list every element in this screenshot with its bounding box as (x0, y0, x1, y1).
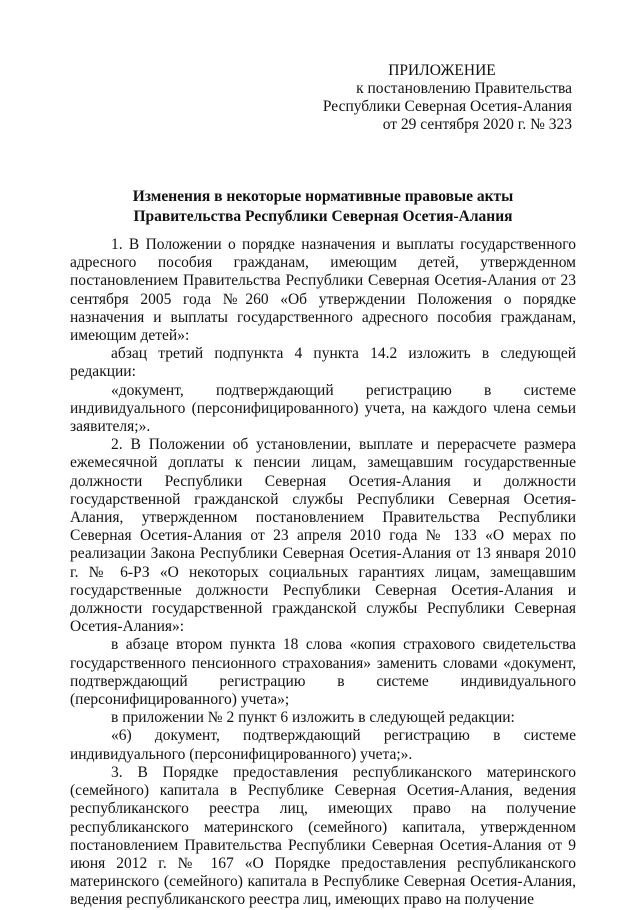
document-body (70, 236, 576, 910)
paragraph-item-2-quote: «6) документ, подтверждающий регистрацию в системе индивидуального (персонифицированного) учета;». (70, 727, 576, 763)
appendix-header (312, 62, 572, 134)
paragraph-item-1-quote: «документ, подтверждающий регистрацию в системе индивидуального (персонифицированного) учета, на каждого члена семьи заявителя;». (70, 381, 576, 436)
paragraph-item-1: 1. В Положении о порядке назначения и выплаты государственного адресного пособия гражданам, имеющим детей, утвержденном постановлением Правительства Республики Северная Осетия-Алания от 23 сентября 2005 года №260 «Об утверждении Положения о порядке назначения и выплаты государственного адресного пособия гражданам, имеющим детей»: (70, 236, 576, 345)
appendix-line-date: от 29 сентября 2020 г. № 323 (382, 116, 572, 133)
document-title-line-1: Изменения в некоторые нормативные правовые акты (132, 188, 514, 205)
paragraph-item-2-instruction-2: в приложении № 2 пункт 6 изложить в следующей редакции: (111, 709, 515, 727)
document-title-line-2: Правительства Республики Северная Осетия-Алания (133, 208, 513, 225)
paragraph-item-2-instruction-1: в абзаце втором пункта 18 слова «копия страхового свидетельства государственного пенсионного страхования» заменить словами «документ, подтверждающий регистрацию в системе индивидуального (персонифицированного) учета»; (70, 636, 576, 709)
document-title (70, 187, 576, 227)
paragraph-item-2: 2. В Положении об установлении, выплате и перерасчете размера ежемесячной доплаты к пенсии лицам, замещавшим государственные должности Республики Северная Осетия-Алания и должности государственной гражданской службы Республики Северная Осетия-Алания, утвержденном постановлением Правительства Республики Северная Осетия-Алания от 23 апреля 2010 года № 133 «О мерах по реализации Закона Республики Северная Осетия-Алания от 13 января 2010 г. № 6-РЗ «О некоторых социальных гарантиях лицам, замещавшим государственные должности Республики Северная Осетия-Алания и должности государственной гражданской службы Республики Северная Осетия-Алания»: (70, 436, 576, 636)
appendix-line-resolution: к постановлению Правительства (356, 80, 572, 97)
paragraph-item-1-instruction: абзац третий подпункта 4 пункта 14.2 изложить в следующей редакции: (70, 345, 576, 381)
paragraph-item-3: 3. В Порядке предоставления республиканского материнского (семейного) капитала в Республике Северная Осетия-Алания, ведения республиканского реестра лиц, имеющих право на получение республиканского материнского (семейного) капитала, утвержденном постановлением Правительства Республики Северная Осетия-Алания от 9 июня 2012 г. № 167 «О Порядке предоставления республиканского материнского (семейного) капитала в Республике Северная Осетия-Алания, ведения республиканского реестра лиц, имеющих право на получение (70, 763, 576, 909)
appendix-line-republic: Республики Северная Осетия-Алания (322, 98, 572, 115)
appendix-title: ПРИЛОЖЕНИЕ (388, 62, 496, 79)
